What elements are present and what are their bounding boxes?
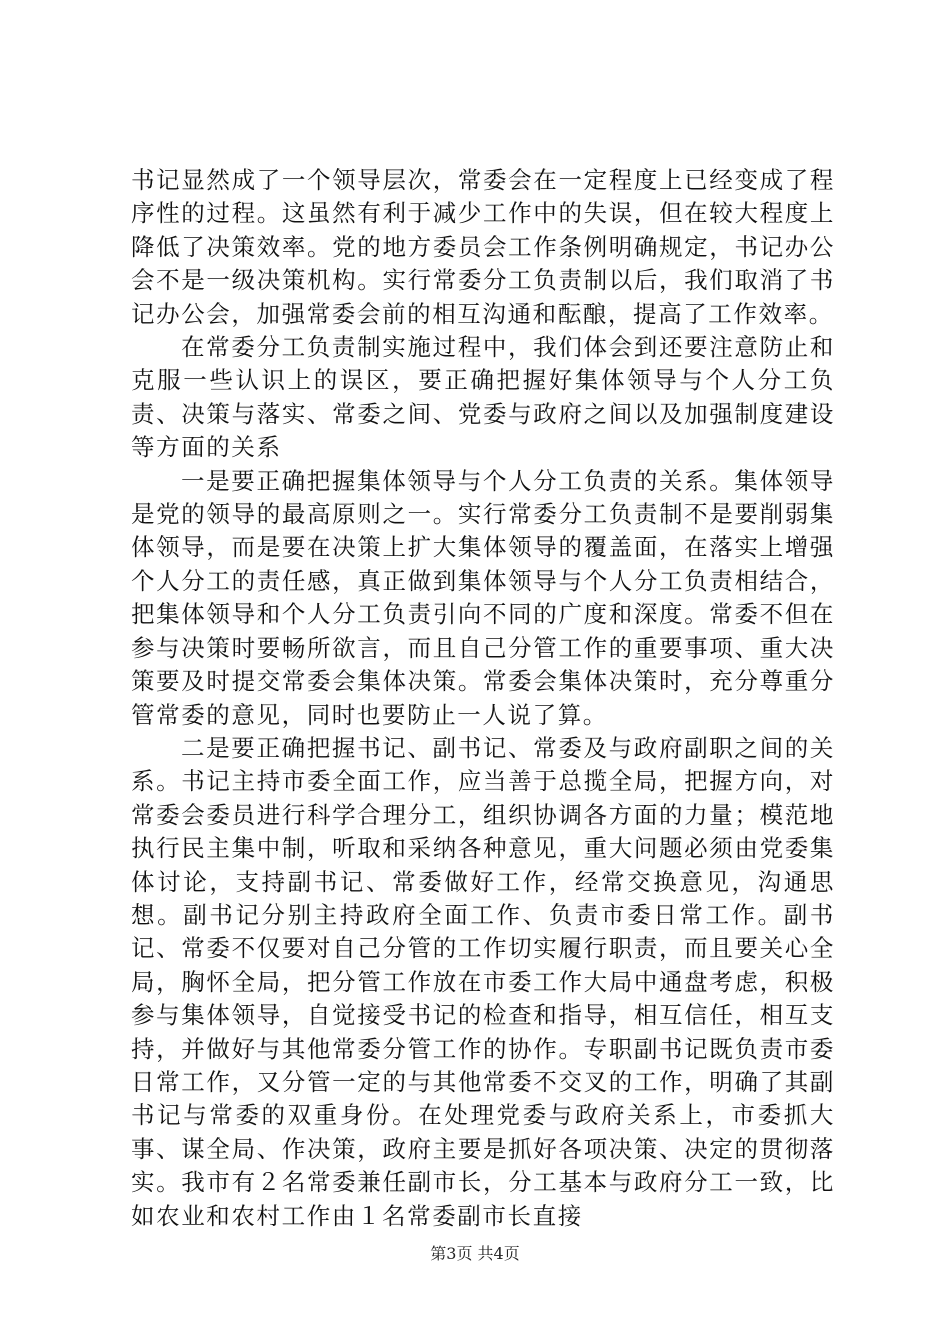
paragraph-point-two: 二是要正确把握书记、副书记、常委及与政府副职之间的关系。书记主持市委全面工作，应当善于总揽全局，把握方向，对常委会委员进行科学合理分工，组织协调各方面的力量；模范地执行民主集中制，听取和采纳各种意见，重大问题必须由党委集体讨论，支持副书记、常委做好工作，经常交换意见，沟通思想。副书记分别主持政府全面工作、负责市委日常工作。副书记、常委不仅要对自己分管的工作切实履行职责，而且要关心全局，胸怀全局，把分管工作放在市委工作大局中通盘考虑，积极参与集体领导，自觉接受书记的检查和指导，相互信任，相互支持，并做好与其他常委分管工作的协作。专职副书记既负责市委日常工作，又分管一定的与其他常委不交叉的工作，明确了其副书记与常委的双重身份。在处理党委与政府关系上，市委抓大事、谋全局、作决策，政府主要是抓好各项决策、决定的贯彻落实。我市有２名常委兼任副市长，分工基本与政府分工一致，比如农业和农村工作由１名常委副市长直接 xyxy=(131,733,835,1230)
page-number-footer: 第3页 共4页 xyxy=(430,1244,520,1263)
paragraph-continuation: 书记显然成了一个领导层次，常委会在一定程度上已经变成了程序性的过程。这虽然有利于减少工作中的失误，但在较大程度上降低了决策效率。党的地方委员会工作条例明确规定，书记办公会不是一级决策机构。实行常委分工负责制以后，我们取消了书记办公会，加强常委会前的相互沟通和酝酿，提高了工作效率。 xyxy=(131,166,835,328)
paragraph-point-one: 一是要正确把握集体领导与个人分工负责的关系。集体领导是党的领导的最高原则之一。实行常委分工负责制不是要削弱集体领导，而是要在决策上扩大集体领导的覆盖面，在落实上增强个人分工的责任感，真正做到集体领导与个人分工负责相结合，把集体领导和个人分工负责引向不同的广度和深度。常委不但在参与决策时要畅所欲言，而且自己分管工作的重要事项、重大决策要及时提交常委会集体决策。常委会集体决策时，充分尊重分管常委的意见，同时也要防止一人说了算。 xyxy=(131,466,835,729)
paragraph-collective-leadership-intro: 在常委分工负责制实施过程中，我们体会到还要注意防止和克服一些认识上的误区，要正确把握好集体领导与个人分工负责、决策与落实、常委之间、党委与政府之间以及加强制度建设等方面的关系 xyxy=(131,333,835,462)
document-body xyxy=(131,164,835,1233)
